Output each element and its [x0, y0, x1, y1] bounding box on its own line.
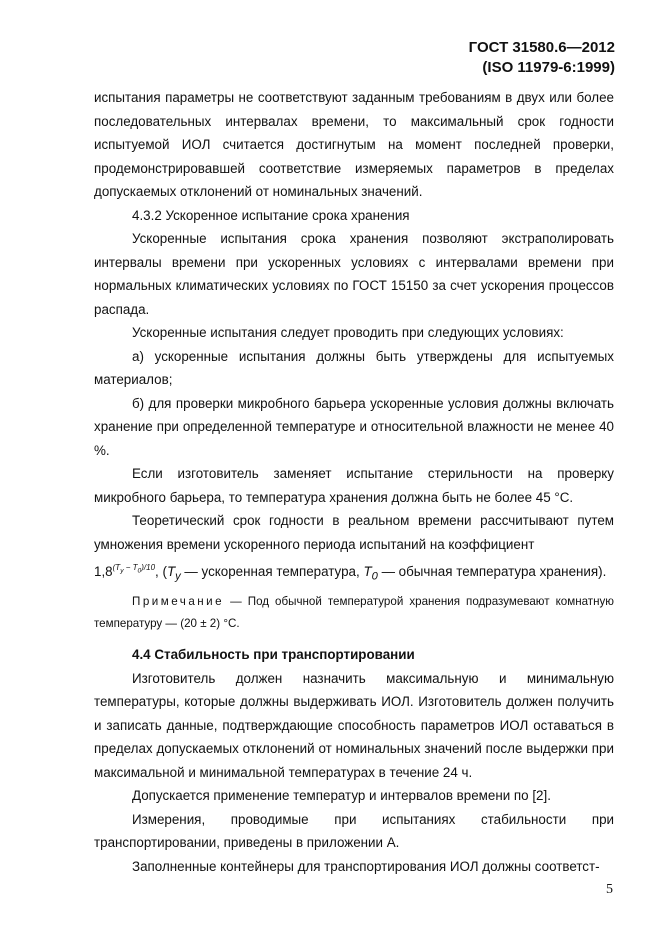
iso-reference: (ISO 11979-6:1999) — [482, 59, 615, 76]
paragraph: Изготовитель должен назначить максимальную и минимальную температуры, которые должны выдерживать ИОЛ. Изготовитель должен получить и записать данные, подтверждающие способность параметров ИОЛ оставаться в пределах допускаемых отклонений от номинальных значений после выдержки при максимальной и минимальной температурах в течение 24 ч. — [94, 670, 614, 780]
paragraph: Теоретический срок годности в реальном времени рассчитывают путем умножения времени ускоренного периода испытаний на коэффициент — [94, 513, 614, 552]
note — [94, 591, 614, 635]
paragraph-continuation: испытания параметры не соответствуют заданным требованиям в двух или более последовательных интервалах времени, то максимальный срок годности испытуемой ИОЛ считается достигнутым на момент последней проверки, продемонстрировавшей соответствие измеряемых параметров в пределах допускаемых отклонений от номинальных значений. — [94, 90, 614, 199]
standard-number: ГОСТ 31580.6—2012 — [468, 39, 615, 56]
paragraph: Если изготовитель заменяет испытание стерильности на проверку микробного барьера, то температура хранения должна быть не более 45 °С. — [94, 466, 614, 505]
page-body — [94, 86, 614, 878]
list-item-a: а) ускоренные испытания должны быть утверждены для испытуемых материалов; — [94, 348, 614, 387]
paragraph: Допускается применение температур и интервалов времени по [2]. — [132, 788, 551, 804]
note-text: — Под обычной температурой хранения подразумевают комнатную температуру — (20 ± 2) °С. — [94, 595, 614, 631]
section-heading-4-4: 4.4 Стабильность при транспортировании — [132, 647, 415, 663]
list-item-b: б) для проверки микробного барьера ускоренные условия должны включать хранение при определенной температуре и относительной влажности не менее 40 %. — [94, 395, 614, 458]
page-number: 5 — [606, 882, 613, 897]
formula-base: 1,8 — [94, 564, 113, 579]
paragraph: Измерения, проводимые при испытаниях стабильности при транспортировании, приведены в приложении А. — [94, 811, 614, 851]
section-heading-4-3-2: 4.3.2 Ускоренное испытание срока хранения — [132, 207, 410, 223]
formula-ty: $T_у$ — [166, 564, 181, 583]
formula-t0: $T_0$ — [363, 564, 378, 583]
note-label: Примечание — [132, 595, 225, 609]
paragraph: Ускоренные испытания срока хранения позволяют экстраполировать интервалы времени при ускоренных условиях с интервалами времени при нормальных климатических условиях по ГОСТ 15150 за счет ускорения процессов распада. — [94, 231, 614, 317]
document-header — [469, 38, 615, 78]
formula-line: $1,8^{(T_у - T_0)/10}$, ($T_у$ — ускоренная температура, $T_0$ — обычная температура хранения). — [94, 563, 607, 583]
paragraph: Ускоренные испытания следует проводить при следующих условиях: — [132, 325, 564, 340]
formula-exponent: (Tу − T0)/10 — [112, 563, 156, 575]
paragraph: Заполненные контейнеры для транспортирования ИОЛ должны соответст- — [132, 858, 600, 874]
